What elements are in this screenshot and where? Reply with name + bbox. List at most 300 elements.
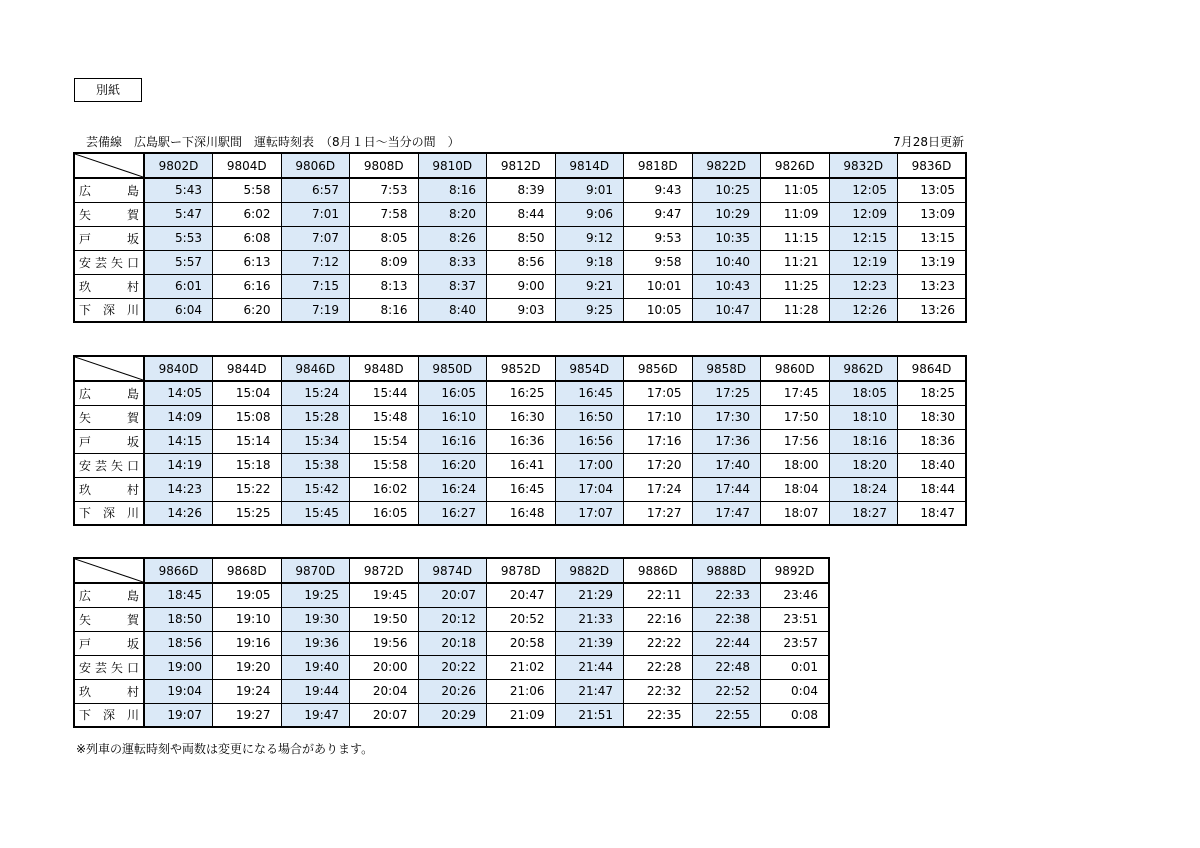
station-char: 口 (126, 660, 139, 675)
corner-cell (74, 558, 144, 583)
departure-time: 21:47 (555, 679, 624, 703)
departure-time: 20:18 (418, 631, 487, 655)
departure-time: 19:00 (144, 655, 213, 679)
departure-time: 20:22 (418, 655, 487, 679)
departure-time: 15:45 (281, 501, 350, 525)
departure-time: 16:02 (350, 477, 419, 501)
departure-time: 12:23 (829, 274, 898, 298)
diagonal-line-icon (75, 357, 143, 380)
departure-time: 19:44 (281, 679, 350, 703)
station-name (74, 178, 144, 202)
departure-time: 17:00 (555, 453, 624, 477)
departure-time: 10:47 (692, 298, 761, 322)
train-number: 9814D (555, 153, 624, 178)
departure-time: 10:43 (692, 274, 761, 298)
station-name (74, 477, 144, 501)
station-name (74, 655, 144, 679)
station-row (74, 202, 966, 226)
departure-time: 8:16 (350, 298, 419, 322)
departure-time: 12:19 (829, 250, 898, 274)
corner-cell (74, 153, 144, 178)
departure-time: 15:44 (350, 381, 419, 405)
departure-time: 17:10 (624, 405, 693, 429)
departure-time: 10:29 (692, 202, 761, 226)
departure-time: 16:36 (487, 429, 556, 453)
departure-time: 17:44 (692, 477, 761, 501)
departure-time: 20:29 (418, 703, 487, 727)
departure-time: 7:15 (281, 274, 350, 298)
departure-time: 19:07 (144, 703, 213, 727)
departure-time: 6:01 (144, 274, 213, 298)
station-char: 坂 (126, 636, 139, 651)
corner-cell (74, 356, 144, 381)
departure-time: 21:51 (555, 703, 624, 727)
departure-time: 6:13 (213, 250, 282, 274)
diagonal-line-icon (75, 154, 143, 177)
timetable-title: 芸備線 広島駅ー下深川駅間 運転時刻表 （8月１日～当分の間 ） (86, 135, 460, 149)
departure-time: 9:18 (555, 250, 624, 274)
departure-time: 17:56 (761, 429, 830, 453)
station-name (74, 429, 144, 453)
departure-time: 17:40 (692, 453, 761, 477)
train-number: 9836D (898, 153, 967, 178)
departure-time: 5:57 (144, 250, 213, 274)
departure-time: 11:21 (761, 250, 830, 274)
train-number: 9818D (624, 153, 693, 178)
departure-time: 8:20 (418, 202, 487, 226)
departure-time: 18:27 (829, 501, 898, 525)
train-number: 9886D (624, 558, 693, 583)
departure-time: 5:58 (213, 178, 282, 202)
departure-time: 16:16 (418, 429, 487, 453)
departure-time: 8:44 (487, 202, 556, 226)
train-number-row (74, 558, 829, 583)
station-char: 下 (79, 708, 92, 723)
departure-time: 21:02 (487, 655, 556, 679)
departure-time: 9:12 (555, 226, 624, 250)
departure-time: 18:16 (829, 429, 898, 453)
station-name (74, 607, 144, 631)
departure-time: 10:35 (692, 226, 761, 250)
station-char: 広 (79, 183, 92, 198)
train-number: 9860D (761, 356, 830, 381)
station-char: 広 (79, 588, 92, 603)
departure-time: 6:57 (281, 178, 350, 202)
station-char: 下 (79, 303, 92, 318)
departure-time: 8:26 (418, 226, 487, 250)
departure-time: 16:05 (350, 501, 419, 525)
departure-time: 18:20 (829, 453, 898, 477)
train-number: 9858D (692, 356, 761, 381)
station-row (74, 583, 829, 607)
departure-time: 16:45 (487, 477, 556, 501)
departure-time: 19:25 (281, 583, 350, 607)
departure-time: 14:05 (144, 381, 213, 405)
departure-time: 21:06 (487, 679, 556, 703)
departure-time: 9:21 (555, 274, 624, 298)
departure-time: 18:40 (898, 453, 967, 477)
station-char: 川 (126, 708, 139, 723)
departure-time: 18:10 (829, 405, 898, 429)
station-char: 矢 (110, 458, 123, 473)
train-number: 9862D (829, 356, 898, 381)
train-number: 9882D (555, 558, 624, 583)
departure-time: 16:56 (555, 429, 624, 453)
departure-time: 18:47 (898, 501, 967, 525)
station-row (74, 178, 966, 202)
station-name (74, 298, 144, 322)
updated-date: 7月28日更新 (893, 135, 964, 149)
departure-time: 18:44 (898, 477, 967, 501)
departure-time: 15:38 (281, 453, 350, 477)
train-number: 9810D (418, 153, 487, 178)
departure-time: 6:08 (213, 226, 282, 250)
train-number: 9808D (350, 153, 419, 178)
departure-time: 9:58 (624, 250, 693, 274)
timetable-3 (73, 557, 830, 728)
departure-time: 15:18 (213, 453, 282, 477)
departure-time: 18:30 (898, 405, 967, 429)
station-name (74, 381, 144, 405)
station-name (74, 453, 144, 477)
departure-time: 16:27 (418, 501, 487, 525)
station-name (74, 631, 144, 655)
departure-time: 21:09 (487, 703, 556, 727)
departure-time: 0:08 (761, 703, 830, 727)
departure-time: 22:28 (624, 655, 693, 679)
station-char: 賀 (126, 612, 139, 627)
station-char: 口 (126, 255, 139, 270)
departure-time: 17:30 (692, 405, 761, 429)
station-row (74, 453, 966, 477)
departure-time: 17:05 (624, 381, 693, 405)
departure-time: 18:07 (761, 501, 830, 525)
departure-time: 8:05 (350, 226, 419, 250)
departure-time: 12:05 (829, 178, 898, 202)
train-number: 9822D (692, 153, 761, 178)
station-row (74, 429, 966, 453)
station-char: 矢 (79, 207, 92, 222)
departure-time: 13:19 (898, 250, 967, 274)
train-number: 9872D (350, 558, 419, 583)
station-row (74, 274, 966, 298)
departure-time: 22:11 (624, 583, 693, 607)
departure-time: 7:12 (281, 250, 350, 274)
station-char: 玖 (79, 482, 92, 497)
station-row (74, 298, 966, 322)
departure-time: 22:44 (692, 631, 761, 655)
departure-time: 9:43 (624, 178, 693, 202)
departure-time: 6:04 (144, 298, 213, 322)
station-char: 芸 (94, 660, 107, 675)
departure-time: 8:40 (418, 298, 487, 322)
station-row (74, 631, 829, 655)
departure-time: 17:16 (624, 429, 693, 453)
train-number: 9826D (761, 153, 830, 178)
station-char: 矢 (79, 410, 92, 425)
station-char: 安 (79, 255, 92, 270)
departure-time: 6:16 (213, 274, 282, 298)
train-number: 9848D (350, 356, 419, 381)
departure-time: 22:48 (692, 655, 761, 679)
departure-time: 15:28 (281, 405, 350, 429)
departure-time: 21:39 (555, 631, 624, 655)
departure-time: 16:10 (418, 405, 487, 429)
train-number: 9878D (487, 558, 556, 583)
station-char: 川 (126, 303, 139, 318)
departure-time: 11:09 (761, 202, 830, 226)
departure-time: 15:25 (213, 501, 282, 525)
departure-time: 18:24 (829, 477, 898, 501)
departure-time: 16:20 (418, 453, 487, 477)
train-number: 9840D (144, 356, 213, 381)
station-name (74, 703, 144, 727)
departure-time: 20:58 (487, 631, 556, 655)
train-number: 9806D (281, 153, 350, 178)
departure-time: 17:25 (692, 381, 761, 405)
departure-time: 19:50 (350, 607, 419, 631)
train-number: 9892D (761, 558, 830, 583)
station-char: 坂 (126, 231, 139, 246)
departure-time: 19:45 (350, 583, 419, 607)
station-char: 深 (102, 506, 115, 521)
station-char: 深 (102, 708, 115, 723)
departure-time: 16:24 (418, 477, 487, 501)
train-number: 9802D (144, 153, 213, 178)
departure-time: 5:47 (144, 202, 213, 226)
station-char: 矢 (79, 612, 92, 627)
train-number: 9866D (144, 558, 213, 583)
station-char: 深 (102, 303, 115, 318)
departure-time: 22:35 (624, 703, 693, 727)
station-char: 玖 (79, 279, 92, 294)
train-number: 9850D (418, 356, 487, 381)
departure-time: 15:08 (213, 405, 282, 429)
timetable-1 (73, 152, 967, 323)
departure-time: 19:47 (281, 703, 350, 727)
departure-time: 18:00 (761, 453, 830, 477)
train-number: 9804D (213, 153, 282, 178)
departure-time: 17:47 (692, 501, 761, 525)
departure-time: 23:57 (761, 631, 830, 655)
departure-time: 11:15 (761, 226, 830, 250)
station-name (74, 202, 144, 226)
departure-time: 9:00 (487, 274, 556, 298)
departure-time: 22:32 (624, 679, 693, 703)
station-char: 広 (79, 386, 92, 401)
departure-time: 19:36 (281, 631, 350, 655)
station-name (74, 274, 144, 298)
departure-time: 9:53 (624, 226, 693, 250)
departure-time: 11:05 (761, 178, 830, 202)
diagonal-line-icon (75, 559, 143, 582)
departure-time: 15:14 (213, 429, 282, 453)
departure-time: 5:53 (144, 226, 213, 250)
departure-time: 9:47 (624, 202, 693, 226)
departure-time: 20:07 (418, 583, 487, 607)
station-char: 賀 (126, 207, 139, 222)
station-name (74, 679, 144, 703)
departure-time: 9:25 (555, 298, 624, 322)
station-char: 下 (79, 506, 92, 521)
departure-time: 12:26 (829, 298, 898, 322)
departure-time: 22:55 (692, 703, 761, 727)
departure-time: 11:28 (761, 298, 830, 322)
departure-time: 18:36 (898, 429, 967, 453)
departure-time: 16:45 (555, 381, 624, 405)
departure-time: 14:23 (144, 477, 213, 501)
departure-time: 21:44 (555, 655, 624, 679)
departure-time: 17:50 (761, 405, 830, 429)
station-row (74, 381, 966, 405)
departure-time: 22:22 (624, 631, 693, 655)
train-number: 9852D (487, 356, 556, 381)
train-number: 9874D (418, 558, 487, 583)
departure-time: 8:33 (418, 250, 487, 274)
departure-time: 19:20 (213, 655, 282, 679)
departure-time: 7:53 (350, 178, 419, 202)
departure-time: 21:29 (555, 583, 624, 607)
train-number-row (74, 153, 966, 178)
departure-time: 15:48 (350, 405, 419, 429)
departure-time: 20:12 (418, 607, 487, 631)
departure-time: 0:04 (761, 679, 830, 703)
departure-time: 7:19 (281, 298, 350, 322)
departure-time: 20:00 (350, 655, 419, 679)
departure-time: 13:15 (898, 226, 967, 250)
departure-time: 18:45 (144, 583, 213, 607)
departure-time: 15:42 (281, 477, 350, 501)
departure-time: 14:15 (144, 429, 213, 453)
departure-time: 19:05 (213, 583, 282, 607)
departure-time: 21:33 (555, 607, 624, 631)
departure-time: 10:25 (692, 178, 761, 202)
station-row (74, 250, 966, 274)
departure-time: 11:25 (761, 274, 830, 298)
departure-time: 22:38 (692, 607, 761, 631)
station-row (74, 655, 829, 679)
departure-time: 8:37 (418, 274, 487, 298)
departure-time: 14:26 (144, 501, 213, 525)
departure-time: 20:52 (487, 607, 556, 631)
train-number: 9846D (281, 356, 350, 381)
station-char: 村 (126, 684, 139, 699)
departure-time: 15:54 (350, 429, 419, 453)
station-char: 村 (126, 482, 139, 497)
station-row (74, 477, 966, 501)
departure-time: 9:01 (555, 178, 624, 202)
departure-time: 16:48 (487, 501, 556, 525)
departure-time: 18:04 (761, 477, 830, 501)
attachment-label: 別紙 (74, 78, 142, 102)
departure-time: 19:04 (144, 679, 213, 703)
departure-time: 23:51 (761, 607, 830, 631)
station-char: 島 (126, 386, 139, 401)
departure-time: 7:07 (281, 226, 350, 250)
departure-time: 0:01 (761, 655, 830, 679)
departure-time: 22:16 (624, 607, 693, 631)
departure-time: 13:26 (898, 298, 967, 322)
train-number: 9854D (555, 356, 624, 381)
train-number: 9812D (487, 153, 556, 178)
departure-time: 22:52 (692, 679, 761, 703)
station-row (74, 226, 966, 250)
departure-time: 15:24 (281, 381, 350, 405)
departure-time: 23:46 (761, 583, 830, 607)
departure-time: 14:09 (144, 405, 213, 429)
departure-time: 10:05 (624, 298, 693, 322)
station-char: 戸 (79, 434, 92, 449)
departure-time: 22:33 (692, 583, 761, 607)
departure-time: 19:56 (350, 631, 419, 655)
departure-time: 5:43 (144, 178, 213, 202)
departure-time: 15:34 (281, 429, 350, 453)
departure-time: 20:04 (350, 679, 419, 703)
departure-time: 16:41 (487, 453, 556, 477)
departure-time: 17:36 (692, 429, 761, 453)
station-char: 口 (126, 458, 139, 473)
departure-time: 18:25 (898, 381, 967, 405)
station-char: 島 (126, 588, 139, 603)
departure-time: 8:16 (418, 178, 487, 202)
departure-time: 13:09 (898, 202, 967, 226)
departure-time: 8:39 (487, 178, 556, 202)
departure-time: 17:45 (761, 381, 830, 405)
departure-time: 10:01 (624, 274, 693, 298)
departure-time: 8:09 (350, 250, 419, 274)
station-name (74, 250, 144, 274)
departure-time: 19:27 (213, 703, 282, 727)
train-number: 9864D (898, 356, 967, 381)
departure-time: 13:05 (898, 178, 967, 202)
departure-time: 16:25 (487, 381, 556, 405)
departure-time: 17:20 (624, 453, 693, 477)
departure-time: 12:09 (829, 202, 898, 226)
train-number: 9856D (624, 356, 693, 381)
station-char: 村 (126, 279, 139, 294)
train-number: 9832D (829, 153, 898, 178)
departure-time: 20:47 (487, 583, 556, 607)
departure-time: 19:10 (213, 607, 282, 631)
station-char: 戸 (79, 636, 92, 651)
departure-time: 20:26 (418, 679, 487, 703)
station-row (74, 703, 829, 727)
departure-time: 15:22 (213, 477, 282, 501)
station-char: 玖 (79, 684, 92, 699)
station-row (74, 679, 829, 703)
train-number: 9868D (213, 558, 282, 583)
departure-time: 18:56 (144, 631, 213, 655)
station-name (74, 583, 144, 607)
station-char: 坂 (126, 434, 139, 449)
departure-time: 8:56 (487, 250, 556, 274)
station-char: 矢 (110, 660, 123, 675)
departure-time: 19:16 (213, 631, 282, 655)
departure-time: 7:58 (350, 202, 419, 226)
departure-time: 10:40 (692, 250, 761, 274)
departure-time: 17:27 (624, 501, 693, 525)
departure-time: 13:23 (898, 274, 967, 298)
departure-time: 16:30 (487, 405, 556, 429)
station-row (74, 607, 829, 631)
station-char: 芸 (94, 458, 107, 473)
departure-time: 18:05 (829, 381, 898, 405)
station-char: 賀 (126, 410, 139, 425)
station-name (74, 405, 144, 429)
departure-time: 16:50 (555, 405, 624, 429)
station-char: 川 (126, 506, 139, 521)
station-row (74, 405, 966, 429)
